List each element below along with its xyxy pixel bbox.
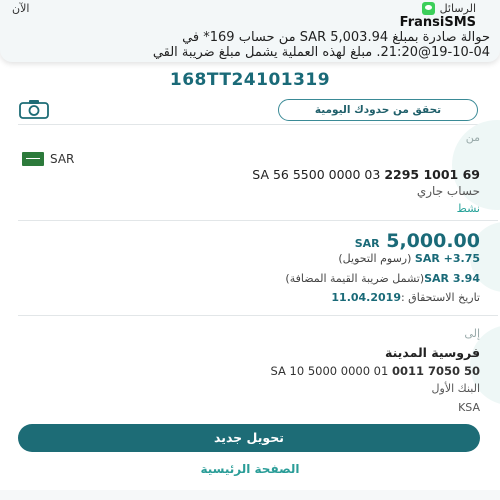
check-daily-limits-button[interactable]: تحقق من حدودك اليومية xyxy=(278,99,478,121)
divider xyxy=(18,315,498,316)
divider xyxy=(18,124,498,125)
transaction-reference: 168TT24101319 xyxy=(169,70,331,90)
from-account-number xyxy=(252,167,480,182)
notification-body-line-1: حوالة صادرة بمبلغ SAR 5,003.94 من حساب 169* في xyxy=(182,30,490,45)
from-account-suffix: 2295 1001 69 xyxy=(384,167,480,182)
transfer-fee-label: (رسوم التحويل) xyxy=(338,252,412,265)
transfer-fee xyxy=(338,252,480,265)
notification-sender: FransiSMS xyxy=(399,15,476,30)
from-label: من xyxy=(465,131,480,144)
sms-notification-banner[interactable] xyxy=(0,0,500,62)
amount-value: 5,000.00 xyxy=(386,230,480,252)
messages-app-icon xyxy=(422,2,435,15)
new-transfer-button[interactable]: تحويل جديد xyxy=(18,424,480,452)
saudi-flag-icon xyxy=(22,152,44,166)
notification-time: الآن xyxy=(12,2,30,15)
bottom-bar xyxy=(0,490,500,500)
notification-app-name: الرسائل xyxy=(439,2,476,15)
vat-fee-label: (تشمل ضريبة القيمة المضافة) xyxy=(285,272,425,285)
notification-body-line-2: 19-10-04@21:20. مبلغ لهذه العملية يشمل مبلغ ضريبة القي xyxy=(152,45,490,60)
amount-currency: SAR xyxy=(354,237,380,250)
beneficiary-country: KSA xyxy=(458,401,480,414)
from-currency: SAR xyxy=(50,152,75,166)
home-page-link[interactable]: الصفحة الرئيسية xyxy=(200,462,300,476)
beneficiary-bank: البنك الأول xyxy=(431,382,480,395)
beneficiary-iban-prefix: SA 10 5000 0000 01 xyxy=(270,364,392,378)
due-date-value: 11.04.2019 xyxy=(331,291,401,304)
from-account-type: حساب جاري xyxy=(416,184,480,198)
to-label: إلى xyxy=(464,327,480,340)
transfer-fee-value: SAR +3.75 xyxy=(414,252,480,265)
from-account-prefix: SA 56 5500 0000 03 xyxy=(252,167,385,182)
beneficiary-iban xyxy=(271,364,481,378)
from-account-status: نشط xyxy=(456,202,480,215)
due-date xyxy=(331,291,480,304)
beneficiary-iban-suffix: 0011 7050 50 xyxy=(391,364,480,378)
camera-icon[interactable] xyxy=(18,99,50,119)
due-date-label: تاريخ الاستحقاق : xyxy=(400,291,480,304)
divider xyxy=(18,220,498,221)
beneficiary-name: فروسية المدينة xyxy=(384,345,480,360)
vat-fee-value: SAR 3.94 xyxy=(424,272,480,285)
transfer-amount xyxy=(355,230,480,252)
vat-fee xyxy=(285,272,480,285)
notification-app xyxy=(422,2,476,15)
